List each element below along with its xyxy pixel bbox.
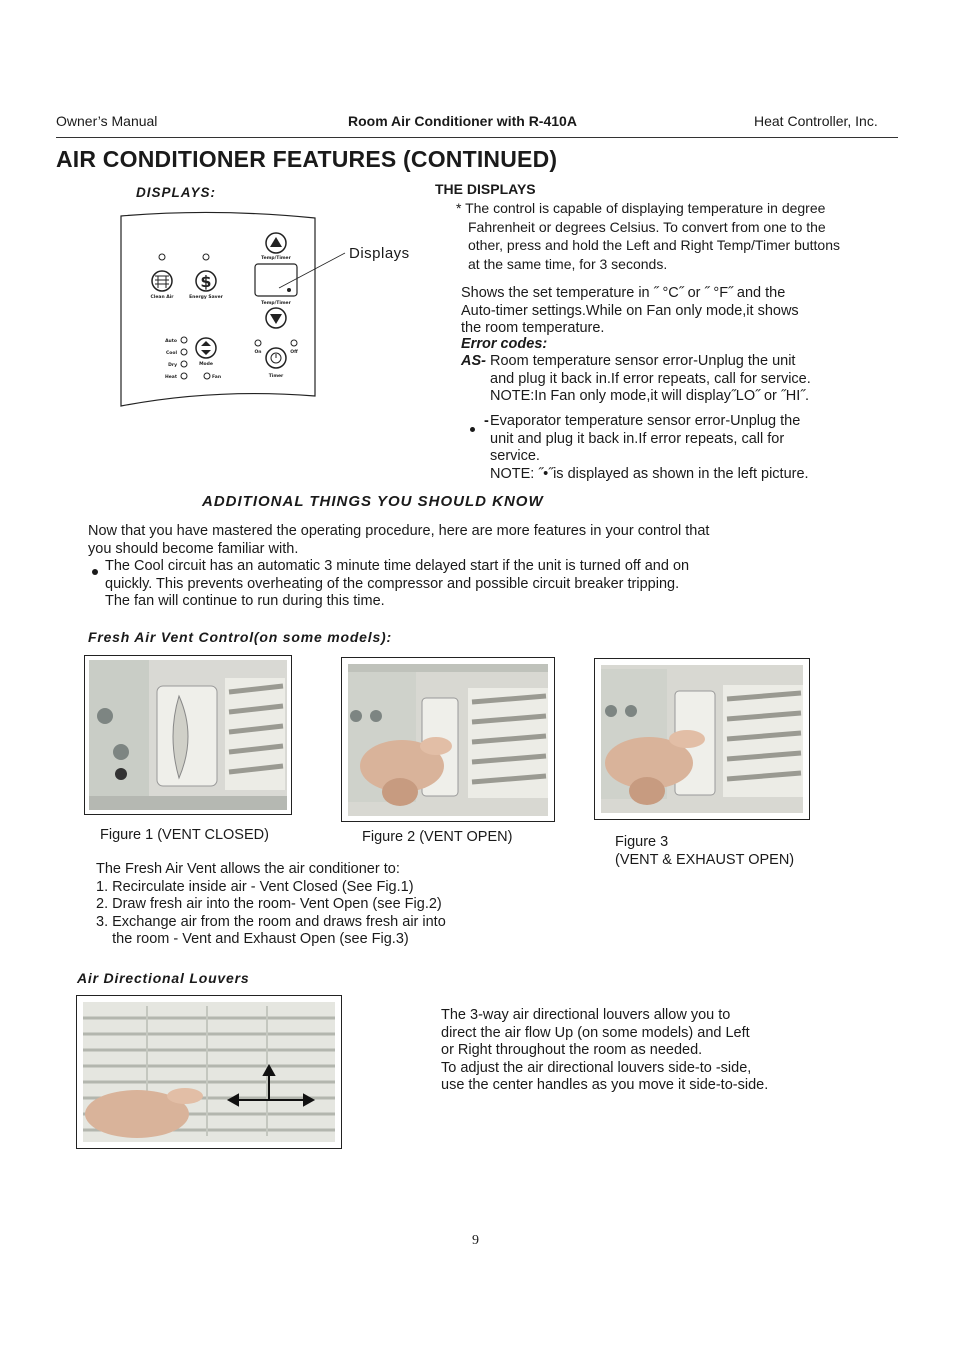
panel-label-auto: Auto [165, 339, 177, 344]
the-displays-line-2: Fahrenheit or degrees Celsius. To convert from one to the [468, 218, 826, 235]
panel-label-temp-timer-top: Temp/Timer [261, 256, 291, 261]
fresh-air-heading: Fresh Air Vent Control(on some models): [88, 629, 392, 645]
louvers-line-3: or Right throughout the room as needed. [441, 1042, 703, 1058]
error-code-as: AS- [461, 353, 486, 369]
panel-label-clean-air: Clean Air [150, 295, 174, 300]
svg-text:$: $ [200, 272, 212, 291]
clean-air-indicator-icon [159, 254, 165, 260]
shows-line-2: Auto-timer settings.While on Fan only mode,it shows [461, 302, 799, 319]
additional-bullet-line-3: The fan will continue to run during this time. [105, 593, 385, 609]
figure-1-photo [84, 655, 292, 815]
figure-1-caption: Figure 1 (VENT CLOSED) [100, 827, 269, 843]
fresh-air-list-line-5: the room - Vent and Exhaust Open (see Fig.3) [96, 931, 409, 947]
additional-bullet-icon [92, 563, 103, 581]
energy-saver-indicator-icon [203, 254, 209, 260]
header-product-title: Room Air Conditioner with R-410A [348, 113, 577, 129]
header-manual-label: Owner’s Manual [56, 113, 158, 129]
panel-label-timer: Timer [268, 374, 284, 379]
control-panel-illustration [115, 210, 425, 410]
page-title: AIR CONDITIONER FEATURES (CONTINUED) [56, 146, 558, 172]
figure-3-photo [594, 658, 810, 820]
panel-label-off: Off [290, 350, 298, 355]
evap-bullet-icon [470, 421, 480, 439]
panel-label-temp-timer-bottom: Temp/Timer [261, 301, 291, 306]
additional-intro-line-2: you should become familiar with. [88, 540, 299, 557]
panel-label-dry: Dry [168, 363, 177, 368]
the-displays-heading: THE DISPLAYS [435, 181, 536, 197]
figure-2-photo [341, 657, 555, 822]
louvers-line-2: direct the air flow Up (on some models) and Left [441, 1024, 750, 1041]
the-displays-line-3: other, press and hold the Left and Right Temp/Timer buttons [468, 237, 840, 253]
error-code-evap: - [484, 413, 489, 429]
panel-label-fan: Fan [212, 375, 222, 380]
displays-heading: DISPLAYS: [136, 185, 217, 200]
evap-line-2: unit and plug it back in.If error repeats, call for [490, 430, 785, 447]
clean-air-button-icon [152, 271, 172, 291]
page-number: 9 [472, 1233, 479, 1248]
figure-2-caption: Figure 2 (VENT OPEN) [362, 829, 513, 845]
fresh-air-list-line-4: 3. Exchange air from the room and draws fresh air into [96, 913, 446, 930]
as-line-1: Room temperature sensor error-Unplug the unit [490, 353, 796, 369]
fresh-air-list-line-1: The Fresh Air Vent allows the air conditioner to: [96, 861, 400, 877]
as-line-2: and plug it back in.If error repeats, call for service. [490, 370, 811, 387]
additional-bullet-line-2: quickly. This prevents overheating of the compressor and possible circuit breaker tripping. [105, 575, 680, 592]
evap-line-3: service. [490, 448, 540, 464]
louvers-line-4: To adjust the air directional louvers side-to -side, [441, 1059, 752, 1076]
header-company: Heat Controller, Inc. [754, 113, 878, 129]
figure-3-caption-line-1: Figure 3 [615, 834, 669, 850]
evap-line-1: Evaporator temperature sensor error-Unplug the [490, 413, 801, 429]
panel-label-cool: Cool [165, 351, 177, 356]
shows-line-3: the room temperature. [461, 320, 605, 336]
panel-label-mode: Mode [199, 362, 213, 367]
figure-3-caption-line-2: (VENT & EXHAUST OPEN) [615, 851, 795, 868]
additional-intro-line-1: Now that you have mastered the operating procedure, here are more features in your control that [88, 523, 710, 539]
additional-bullet-line-1: The Cool circuit has an automatic 3 minute time delayed start if the unit is turned off and on [105, 558, 690, 574]
fresh-air-list-line-2: 1. Recirculate inside air - Vent Closed (See Fig.1) [96, 878, 414, 895]
header-divider [56, 137, 898, 138]
display-window [255, 264, 297, 296]
error-codes-heading: Error codes: [461, 336, 548, 352]
fresh-air-list-line-3: 2. Draw fresh air into the room- Vent Open (see Fig.2) [96, 896, 442, 912]
louvers-photo [76, 995, 342, 1149]
shows-line-1: Shows the set temperature in ˝ °C˝ or ˝ °F˝ and the [461, 285, 786, 301]
displays-callout-label: Displays [349, 245, 410, 262]
louvers-heading: Air Directional Louvers [77, 970, 250, 986]
the-displays-line-4: at the same time, for 3 seconds. [468, 255, 668, 272]
additional-heading: ADDITIONAL THINGS YOU SHOULD KNOW [202, 493, 544, 510]
panel-label-energy-saver: Energy Saver [189, 295, 223, 300]
as-line-3: NOTE:In Fan only mode,it will display˝LO˝ or ˝HI˝. [490, 388, 810, 404]
display-dot-icon [287, 288, 291, 292]
panel-label-on: On [254, 350, 262, 355]
panel-label-heat: Heat [164, 375, 177, 380]
louvers-line-5: use the center handles as you move it side-to-side. [441, 1077, 769, 1093]
the-displays-line-1: * The control is capable of displaying temperature in degree [456, 200, 826, 216]
louvers-line-1: The 3-way air directional louvers allow you to [441, 1007, 731, 1023]
evap-line-4: NOTE: ˝•˝is displayed as shown in the left picture. [490, 465, 809, 482]
